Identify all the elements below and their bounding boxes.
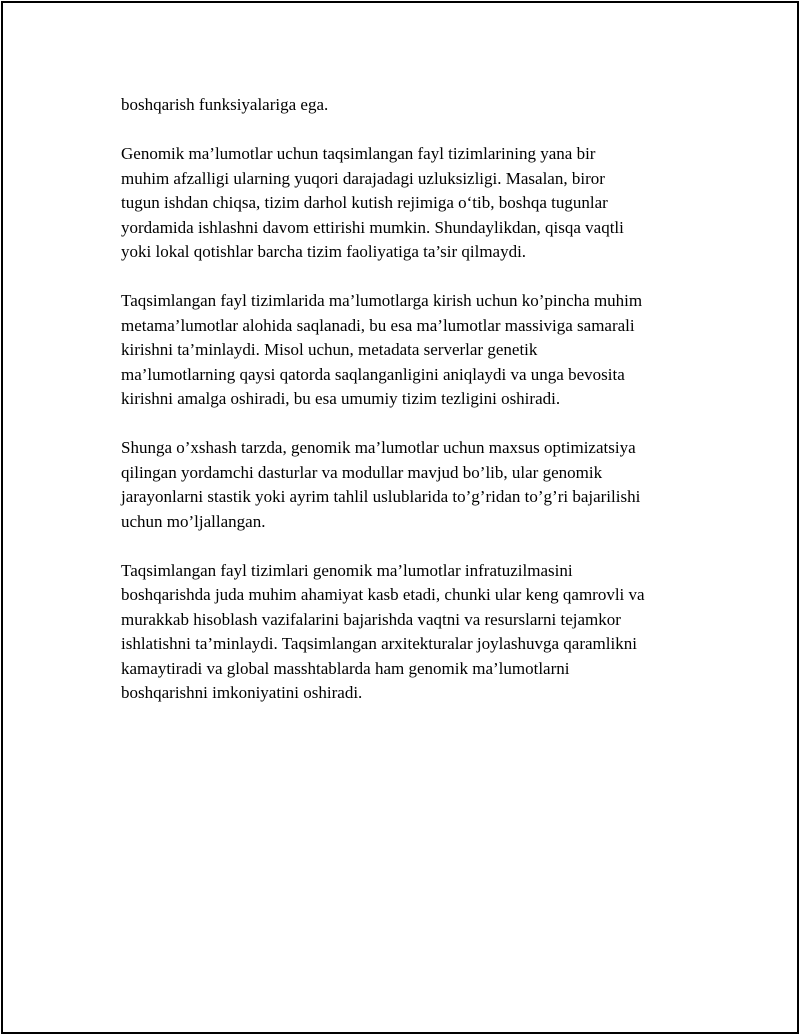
text-line: ma’lumotlarning qaysi qatorda saqlanganligini aniqlaydi va unga bevosita [121, 364, 625, 384]
paragraph-3 [121, 289, 721, 412]
text-line: boshqarish funksiyalariga ega. [121, 95, 329, 114]
text-line: boshqarishda juda muhim ahamiyat kasb etadi, chunki ular keng qamrovli va [121, 585, 645, 604]
text-line: Taqsimlangan fayl tizimlari genomik ma’lumotlar infratuzilmasini [121, 560, 573, 580]
text-line: jarayonlarni stastik yoki ayrim tahlil uslublarida to’g’ridan to’g’ri bajarilishi [121, 487, 641, 506]
text-line: murakkab hisoblash vazifalarini bajarishda vaqtni va resurslarni tejamkor [121, 609, 621, 629]
text-line: boshqarishni imkoniyatini oshiradi. [121, 683, 363, 702]
text-line: Genomik ma’lumotlar uchun taqsimlangan fayl tizimlarining yana bir [121, 144, 596, 163]
text-line: kirishni amalga oshiradi, bu esa umumiy tizim tezligini oshiradi. [121, 389, 561, 408]
paragraph-5 [121, 559, 721, 706]
text-line: tugun ishdan chiqsa, tizim darhol kutish rejimiga o‘tib, boshqa tugunlar [121, 193, 608, 212]
text-line: kamaytiradi va global masshtablarda ham genomik ma’lumotlarni [121, 658, 570, 678]
paragraph-4 [121, 436, 721, 534]
text-line: uchun mo’ljallangan. [121, 511, 266, 531]
text-line: yoki lokal qotishlar barcha tizim faoliyatiga ta’sir qilmaydi. [121, 242, 527, 261]
text-line: kirishni ta’minlaydi. Misol uchun, metadata serverlar genetik [121, 340, 538, 359]
paragraph-2 [121, 142, 721, 265]
text-line: Shunga o’xshash tarzda, genomik ma’lumotlar uchun maxsus optimizatsiya [121, 438, 636, 457]
text-line: muhim afzalligi ularning yuqori darajadagi uzluksizligi. Masalan, biror [121, 168, 605, 188]
text-line: qilingan yordamchi dasturlar va modullar mavjud bo’lib, ular genomik [121, 462, 603, 482]
text-line: ishlatishni ta’minlaydi. Taqsimlangan arxitekturalar joylashuvga qaramlikni [121, 634, 637, 653]
text-line: yordamida ishlashni davom ettirishi mumkin. Shundaylikdan, qisqa vaqtli [121, 217, 624, 237]
page-frame [1, 1, 799, 1034]
text-line: metama’lumotlar alohida saqlanadi, bu esa ma’lumotlar massiviga samarali [121, 315, 635, 335]
paragraph-1 [121, 93, 721, 118]
document-body [121, 93, 721, 730]
text-line: Taqsimlangan fayl tizimlarida ma’lumotlarga kirish uchun ko’pincha muhim [121, 291, 643, 310]
